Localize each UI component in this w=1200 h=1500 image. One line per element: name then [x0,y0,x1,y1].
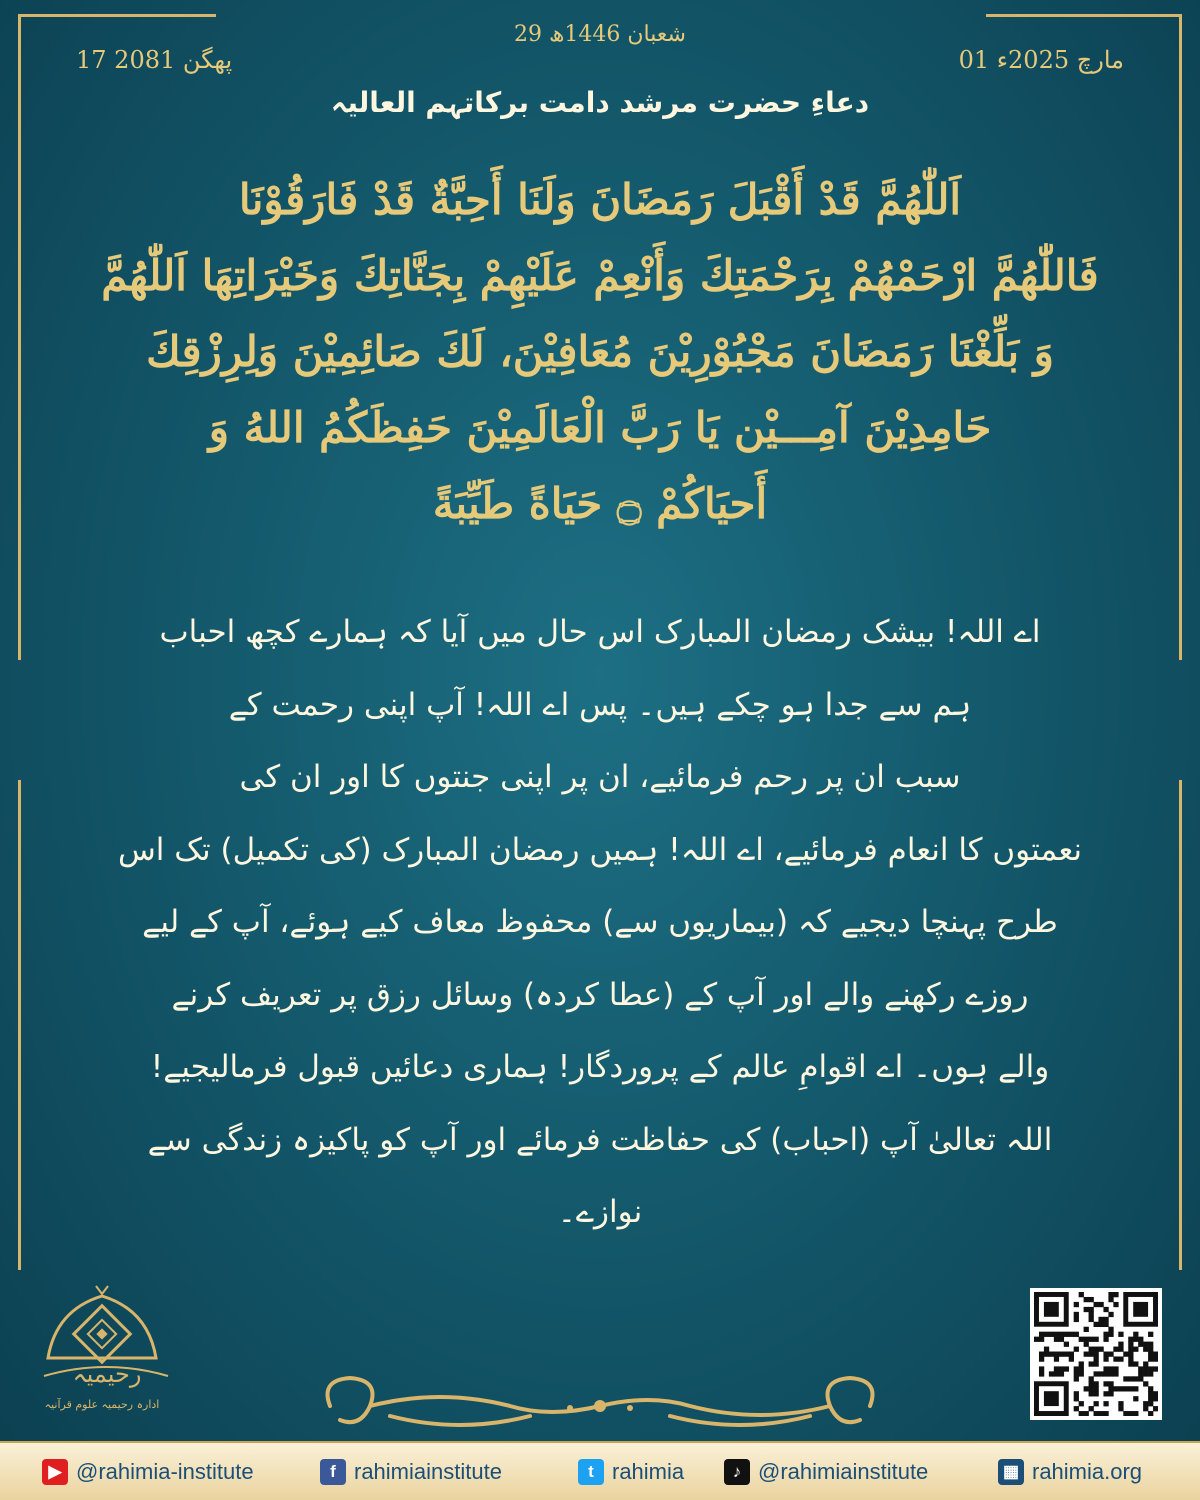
urdu-line: روزے رکھنے والے اور آپ کے (عطا کردہ) وسائل رزق پر تعریف کرنے [171,976,1029,1013]
youtube-handle: @rahimia-institute [76,1459,254,1484]
arabic-line: وَ بَلِّغْنَا رَمَضَانَ مَجْبُوْرِيْنَ مُعَافِيْنَ، لَكَ صَائِمِيْنَ وَلِرِزْقِكَ [146,327,1054,376]
logo-tagline: ادارہ رحیمیہ علوم قرآنیہ [44,1398,160,1411]
frame-left-lower [18,780,21,1270]
decorative-ornament [300,1368,900,1444]
twitter-icon: t [578,1459,604,1485]
urdu-translation [100,596,1100,1249]
website-link[interactable] [998,1457,1142,1487]
logo-wordmark: رحیمیہ [72,1360,142,1388]
page-title: دعاءِ حضرت مرشد دامت برکاتہم العالیہ [330,86,870,119]
arabic-line: اَللّٰهُمَّ قَدْ أَقْبَلَ رَمَضَانَ وَلَنَا أَحِبَّةٌ قَدْ فَارَقُوْنَا [238,175,962,224]
urdu-line: ہم سے جدا ہو چکے ہیں۔ پس اے اللہ! آپ اپنی رحمت کے [228,686,972,723]
twitter-handle: rahimia [612,1459,685,1484]
urdu-line: طرح پہنچا دیجیے کہ (بیماریوں سے) محفوظ معاف کیے ہوئے، آپ کے لیے [142,904,1058,940]
tiktok-handle: @rahimiainstitute [758,1459,929,1484]
urdu-line: نعمتوں کا انعام فرمائیے، اے اللہ! ہمیں رمضان المبارک (کی تکمیل) تک اس [117,831,1083,868]
frame-right-lower [1179,780,1182,1270]
tiktok-icon: ♪ [724,1459,750,1485]
hijri-date: 29 شعبان 1446ھ [514,22,686,47]
arabic-line: حَامِدِيْنَ آمِـــيْن يَا رَبَّ الْعَالَمِيْنَ حَفِظَكُمُ اللهُ وَ [208,403,992,452]
footer-bar [0,1441,1200,1500]
urdu-line: نوازے۔ [557,1194,643,1230]
urdu-line: اللہ تعالیٰ آپ (احباب) کی حفاظت فرمائے اور آپ کو پاکیزہ زندگی سے [147,1121,1053,1158]
tiktok-link[interactable] [724,1457,928,1487]
arabic-dua [70,162,1130,542]
youtube-link[interactable] [42,1457,254,1487]
qr-web-icon: ▦ [998,1459,1024,1485]
rahimia-logo [36,1280,186,1420]
urdu-line: اے اللہ! بیشک رمضان المبارک اس حال میں آیا کہ ہمارے کچھ احباب [159,614,1041,650]
website-url: rahimia.org [1032,1459,1143,1484]
urdu-line: والے ہوں۔ اے اقوامِ عالم کے پروردگار! ہماری دعائیں قبول فرمالیجیے! [150,1049,1050,1085]
frame-top-right [986,14,1182,17]
arabic-line: فَاللّٰهُمَّ ارْحَمْهُمْ بِرَحْمَتِكَ وَأَنْعِمْ عَلَيْهِمْ بِجَنَّاتِكَ وَخَيْرَاتِهَا اَللّٰهُمَّ [101,251,1099,300]
qr-code[interactable] [1030,1288,1162,1420]
facebook-link[interactable] [320,1457,502,1487]
youtube-icon: ▶ [42,1459,68,1485]
frame-top-left [18,14,216,17]
gregorian-date: 01 مارچ 2025ء [958,46,1124,74]
facebook-icon: f [320,1459,346,1485]
facebook-handle: rahimiainstitute [354,1459,502,1484]
twitter-link[interactable] [578,1457,684,1487]
bikrami-date: 17 پھگن 2081 [76,46,233,74]
arabic-line: أَحيَاكُمْ ۝ حَيَاةً طَيِّبَةً [432,479,768,528]
urdu-line: سبب ان پر رحم فرمائیے، ان پر اپنی جنتوں کا اور ان کی [239,759,961,795]
